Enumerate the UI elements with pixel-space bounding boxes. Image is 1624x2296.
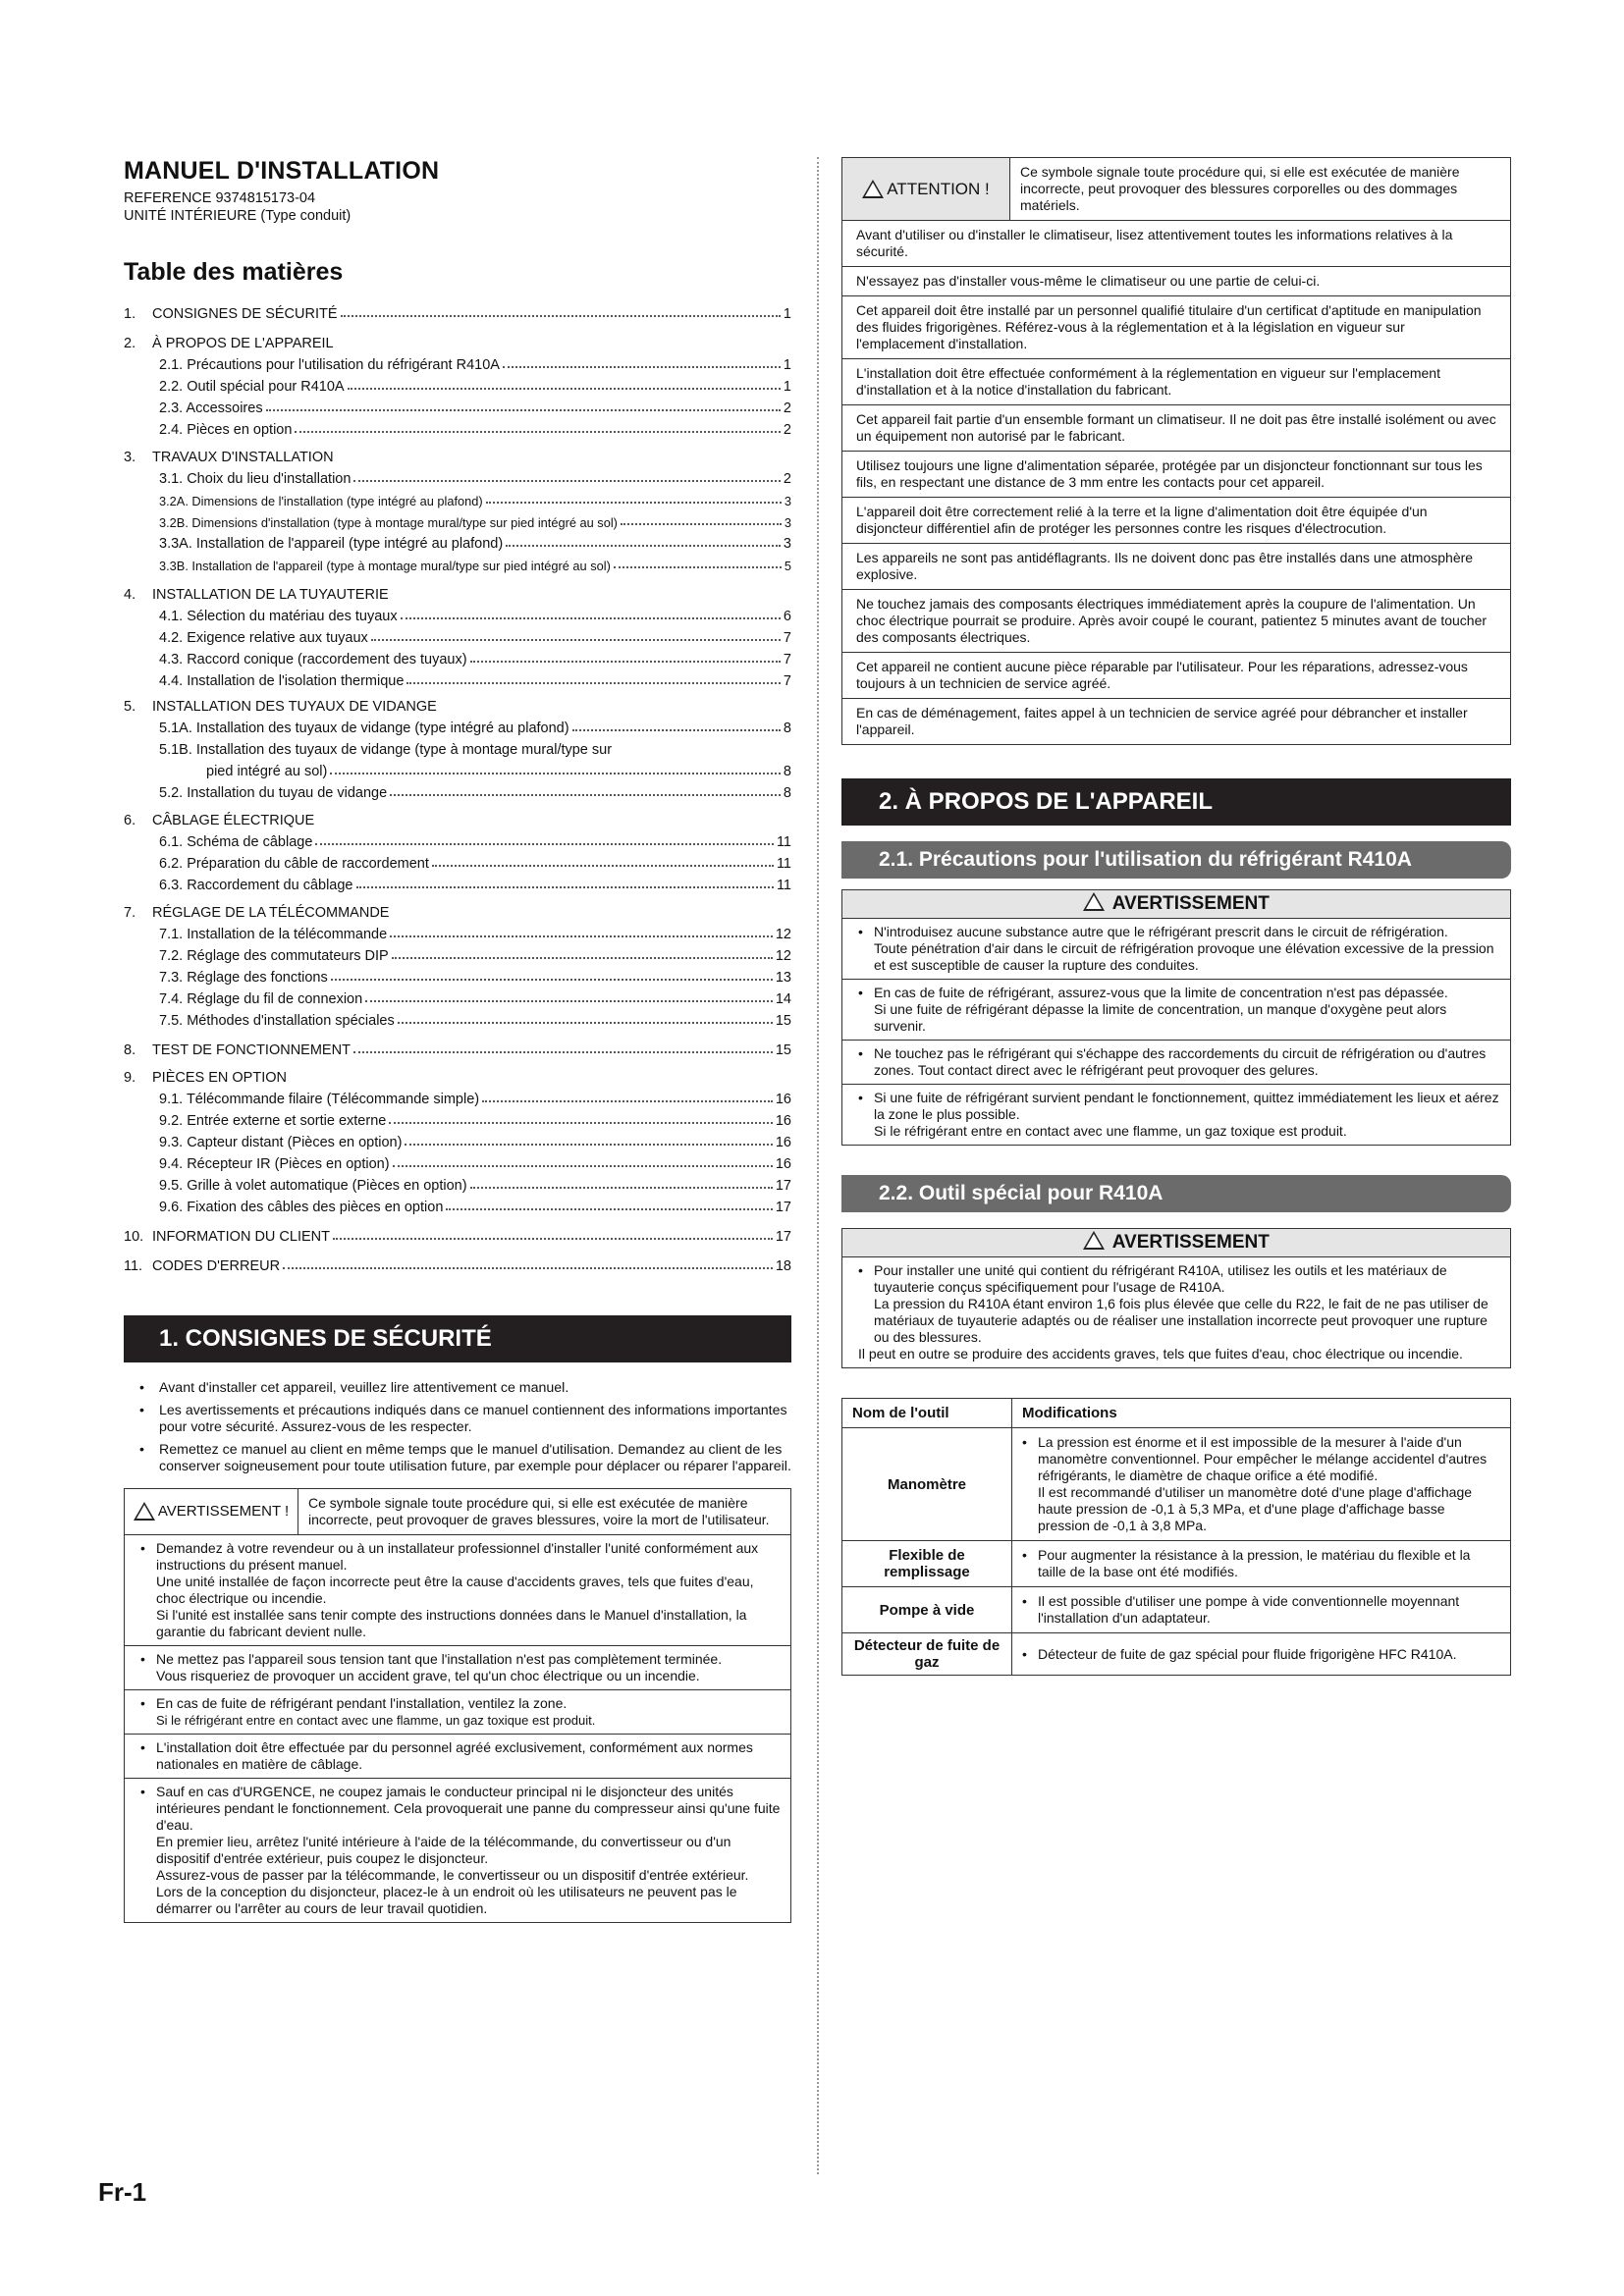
toc-num: 1. <box>124 306 136 322</box>
toc-label: 9.3. Capteur distant (Pièces en option) <box>159 1135 403 1150</box>
toc-section-9[interactable] <box>124 1064 791 1086</box>
toc-page: 16 <box>775 1113 791 1129</box>
toc-item[interactable] <box>124 921 791 942</box>
toc-item[interactable] <box>124 416 791 438</box>
warning-item <box>842 1256 1510 1367</box>
tool-name: Manomètre <box>842 1428 1012 1541</box>
toc-label: CONSIGNES DE SÉCURITÉ <box>152 306 338 322</box>
warning-text: • N'introduisez aucune substance autre que le réfrigérant prescrit dans le circuit de réfrigération. <box>858 924 1500 940</box>
toc-label: TEST DE FONCTIONNEMENT <box>152 1042 351 1058</box>
safety-intro-list <box>124 1380 791 1476</box>
unit-type: UNITÉ INTÉRIEURE (Type conduit) <box>124 208 352 224</box>
toc-label: 4.1. Sélection du matériau des tuyaux <box>159 609 398 624</box>
toc-page: 2 <box>783 400 791 416</box>
toc-section-10[interactable] <box>124 1223 791 1245</box>
toc-label: 4.2. Exigence relative aux tuyaux <box>159 630 368 646</box>
warning-text: Si le réfrigérant entre en contact avec une flamme, un gaz toxique est produit. <box>156 1712 596 1728</box>
toc-num: 10. <box>124 1229 144 1245</box>
toc-page: 15 <box>775 1042 791 1058</box>
toc-num: 9. <box>124 1070 136 1086</box>
modification-text: • Détecteur de fuite de gaz spécial pour fluide frigorigène HFC R410A. <box>1022 1646 1500 1663</box>
toc-item[interactable] <box>124 1129 791 1150</box>
toc-num: 3. <box>124 450 136 465</box>
toc-label: 9.6. Fixation des câbles des pièces en option <box>159 1200 444 1215</box>
tool-modification <box>1012 1587 1511 1633</box>
table-row <box>842 1633 1511 1676</box>
attention-item: L'installation doit être effectuée conformément à la réglementation en vigueur sur l'emplacement d'installation et à la notice d'installation du fabricant. <box>842 358 1510 404</box>
page-number: Fr-1 <box>98 2177 147 2207</box>
subsection-2-1-header: 2.1. Précautions pour l'utilisation du réfrigérant R410A <box>841 841 1511 879</box>
toc-section-4[interactable] <box>124 581 791 603</box>
warning-triangle-icon <box>1083 892 1105 911</box>
tool-modification <box>1012 1428 1511 1541</box>
toc-page: 17 <box>775 1229 791 1245</box>
toc-label: CÂBLAGE ÉLECTRIQUE <box>152 813 315 828</box>
warning-legend <box>125 1489 790 1534</box>
modification-text: • Pour augmenter la résistance à la pression, le matériau du flexible et la taille de la base ont été modifiés. <box>1022 1547 1500 1580</box>
attention-item: Ne touchez jamais des composants électriques immédiatement après la coupure de l'alimentation. Un choc électrique pourrait se produire. Après avoir coupé le courant, patientez 5 minutes avant de toucher des composants électriques. <box>842 589 1510 652</box>
toc-label: 7.1. Installation de la télécommande <box>159 927 388 942</box>
warning-label <box>125 1489 298 1534</box>
toc-item[interactable] <box>124 530 791 552</box>
toc-label: 6.2. Préparation du câble de raccordement <box>159 856 429 872</box>
attention-item: Cet appareil fait partie d'un ensemble formant un climatiseur. Il ne doit pas être installé isolément ou avec un équipement non autorisé par le fabricant. <box>842 404 1510 451</box>
toc-num: 8. <box>124 1042 136 1058</box>
toc-page: 15 <box>775 1013 791 1029</box>
attention-description: Ce symbole signale toute procédure qui, si elle est exécutée de manière incorrecte, peut provoquer des blessures corporelles ou des dommages matériels. <box>1020 164 1460 213</box>
modification-text: • La pression est énorme et il est impossible de la mesurer à l'aide d'un manomètre conventionnel. Pour empêcher le mélange accidentel d'autres réfrigérants, le diamètre de chaque orifice a été modifié. <box>1022 1434 1500 1484</box>
table-row <box>842 1541 1511 1587</box>
attention-label <box>842 158 1010 220</box>
subsection-2-2-header: 2.2. Outil spécial pour R410A <box>841 1175 1511 1212</box>
toc-section-5[interactable] <box>124 693 791 715</box>
toc-section-11[interactable] <box>124 1253 791 1274</box>
toc-label: 9.4. Récepteur IR (Pièces en option) <box>159 1156 390 1172</box>
toc-item[interactable] <box>124 779 791 801</box>
toc-label: 5.1A. Installation des tuyaux de vidange (type intégré au plafond) <box>159 721 569 736</box>
section-1-header: 1. CONSIGNES DE SÉCURITÉ <box>124 1315 791 1362</box>
toc-page: 11 <box>776 878 791 893</box>
toc-section-6[interactable] <box>124 807 791 828</box>
warning-item <box>125 1778 790 1922</box>
toc-label: 3.2A. Dimensions de l'installation (type intégré au plafond) <box>159 494 483 508</box>
warning-text: • Si une fuite de réfrigérant survient pendant le fonctionnement, quittez immédiatement les lieux et aérez la zone le plus possible. <box>858 1090 1500 1123</box>
toc-page: 2 <box>783 422 791 438</box>
tool-warning-box <box>841 1228 1511 1368</box>
toc-label: pied intégré au sol) <box>206 764 328 779</box>
toc-label: 9.2. Entrée externe et sortie externe <box>159 1113 387 1129</box>
toc-label: 3.1. Choix du lieu d'installation <box>159 471 352 487</box>
toc-page: 7 <box>783 652 791 667</box>
toc-page: 3 <box>784 494 791 508</box>
toc-page: 7 <box>783 673 791 689</box>
attention-box <box>841 157 1511 745</box>
toc-item[interactable] <box>124 624 791 646</box>
toc-label: 9.5. Grille à volet automatique (Pièces en option) <box>159 1178 467 1194</box>
warning-item <box>125 1734 790 1778</box>
warning-item <box>125 1645 790 1689</box>
toc-item[interactable] <box>124 736 791 758</box>
toc-section-7[interactable] <box>124 899 791 921</box>
toc-item-continued[interactable] <box>124 758 791 779</box>
avertissement-header <box>842 890 1510 918</box>
modification-text: Il est recommandé d'utiliser un manomètre doté d'une plage d'affichage haute pression de -0,1 à 5,3 MPa, et d'une plage d'affichage basse pression de -0,1 à 3,8 MPa. <box>1038 1484 1473 1533</box>
toc-section-1[interactable] <box>124 300 791 322</box>
toc-item[interactable] <box>124 872 791 893</box>
table-row <box>842 1428 1511 1541</box>
table-of-contents <box>124 300 791 1274</box>
attention-item: En cas de déménagement, faites appel à un technicien de service agréé pour débrancher et installer l'appareil. <box>842 698 1510 744</box>
warning-text: La pression du R410A étant environ 1,6 fois plus élevée que celle du R22, le fait de ne pas utiliser de matériaux de tuyauterie adaptés ou de réaliser une installation incorrecte peut provoquer une rupture ou des blessures. <box>874 1296 1489 1345</box>
attention-item: Les appareils ne sont pas antidéflagrants. Ils ne doivent donc pas être installés dans une atmosphère explosive. <box>842 543 1510 589</box>
avertissement-label: AVERTISSEMENT <box>1111 1232 1270 1253</box>
toc-page: 1 <box>783 379 791 395</box>
toc-page: 2 <box>783 471 791 487</box>
toc-item[interactable] <box>124 986 791 1007</box>
warning-item <box>125 1689 790 1734</box>
toc-label: 7.2. Réglage des commutateurs DIP <box>159 948 389 964</box>
column-header: Nom de l'outil <box>842 1399 1012 1428</box>
warning-text: • En cas de fuite de réfrigérant, assurez-vous que la limite de concentration n'est pas dépassée. <box>858 985 1500 1001</box>
toc-label: 3.3A. Installation de l'appareil (type intégré au plafond) <box>159 536 504 552</box>
warning-triangle-icon <box>134 1502 155 1521</box>
toc-section-2[interactable] <box>124 330 791 351</box>
toc-num: 5. <box>124 699 136 715</box>
toc-label: 7.3. Réglage des fonctions <box>159 970 328 986</box>
toc-page: 13 <box>775 970 791 986</box>
list-item: • Remettez ce manuel au client en même temps que le manuel d'utilisation. Demandez au client de les conserver soigneusement pour toute utilisation future, par exemple pour déplacer ou réparer l'appareil. <box>139 1442 791 1476</box>
toc-page: 11 <box>776 856 791 872</box>
toc-label: 5.2. Installation du tuyau de vidange <box>159 785 388 801</box>
warning-text: Si le réfrigérant entre en contact avec une flamme, un gaz toxique est produit. <box>874 1123 1347 1139</box>
toc-label: CODES D'ERREUR <box>152 1258 281 1274</box>
attention-item: Cet appareil ne contient aucune pièce réparable par l'utilisateur. Pour les réparations, adressez-vous toujours à un technicien de service agréé. <box>842 652 1510 698</box>
toc-item[interactable] <box>124 487 791 508</box>
toc-page: 16 <box>775 1156 791 1172</box>
toc-label: 2.1. Précautions pour l'utilisation du réfrigérant R410A <box>159 357 500 373</box>
toc-label: À PROPOS DE L'APPAREIL <box>152 336 334 351</box>
warning-text: Vous risqueriez de provoquer un accident grave, tel qu'un choc électrique ou un incendie. <box>156 1667 700 1683</box>
toc-label: PIÈCES EN OPTION <box>152 1070 287 1086</box>
toc-label: INSTALLATION DE LA TUYAUTERIE <box>152 587 389 603</box>
toc-page: 8 <box>783 764 791 779</box>
toc-page: 3 <box>784 515 791 530</box>
toc-item[interactable] <box>124 351 791 373</box>
warning-label-text: AVERTISSEMENT ! <box>157 1503 290 1520</box>
toc-label: 6.1. Schéma de câblage <box>159 834 313 850</box>
toc-label: 4.4. Installation de l'isolation thermique <box>159 673 405 689</box>
warning-item <box>842 1040 1510 1084</box>
toc-item[interactable] <box>124 667 791 689</box>
toc-item[interactable] <box>124 715 791 736</box>
table-header-row <box>842 1399 1511 1428</box>
toc-item[interactable] <box>124 603 791 624</box>
warning-box <box>124 1488 791 1923</box>
warning-triangle-icon <box>1083 1231 1105 1250</box>
section-2-header: 2. À PROPOS DE L'APPAREIL <box>841 778 1511 826</box>
toc-label: 3.3B. Installation de l'appareil (type à montage mural/type sur pied intégré au sol) <box>159 559 611 573</box>
toc-item[interactable] <box>124 395 791 416</box>
list-item: • Avant d'installer cet appareil, veuillez lire attentivement ce manuel. <box>139 1380 791 1398</box>
warning-text: Une unité installée de façon incorrecte peut être la cause d'accidents graves, tels que fuites d'eau, choc électrique ou incendie. <box>156 1573 754 1606</box>
tool-name: Flexible de remplissage <box>842 1541 1012 1587</box>
toc-section-3[interactable] <box>124 444 791 465</box>
avertissement-label: AVERTISSEMENT <box>1111 893 1270 914</box>
toc-label: 6.3. Raccordement du câblage <box>159 878 353 893</box>
toc-label: 2.3. Accessoires <box>159 400 263 416</box>
right-column <box>841 157 1511 1676</box>
toc-label: INSTALLATION DES TUYAUX DE VIDANGE <box>152 699 437 715</box>
r410a-warning-box <box>841 889 1511 1146</box>
toc-item[interactable] <box>124 465 791 487</box>
toc-label: 2.2. Outil spécial pour R410A <box>159 379 345 395</box>
toc-page: 7 <box>783 630 791 646</box>
toc-label: 4.3. Raccord conique (raccordement des tuyaux) <box>159 652 467 667</box>
toc-page: 14 <box>775 991 791 1007</box>
toc-section-8[interactable] <box>124 1037 791 1058</box>
toc-item[interactable] <box>124 1150 791 1172</box>
toc-item[interactable] <box>124 850 791 872</box>
toc-page: 16 <box>775 1135 791 1150</box>
warning-text: • L'installation doit être effectuée par du personnel agréé exclusivement, conformément aux normes nationales en matière de câblage. <box>140 1739 781 1773</box>
toc-label: 7.5. Méthodes d'installation spéciales <box>159 1013 395 1029</box>
toc-num: 7. <box>124 905 136 921</box>
reference-number: REFERENCE 9374815173-04 <box>124 190 316 206</box>
warning-text: • En cas de fuite de réfrigérant pendant l'installation, ventilez la zone. <box>140 1695 781 1712</box>
toc-item[interactable] <box>124 964 791 986</box>
toc-label: 2.4. Pièces en option <box>159 422 293 438</box>
toc-num: 2. <box>124 336 136 351</box>
warning-text: Toute pénétration d'air dans le circuit de réfrigération provoque une élévation excessive de la pression et est susceptible de causer la rupture des conduites. <box>874 940 1494 973</box>
toc-item[interactable] <box>124 1107 791 1129</box>
tool-name: Détecteur de fuite de gaz <box>842 1633 1012 1676</box>
tool-modification <box>1012 1633 1511 1676</box>
toc-item[interactable] <box>124 1086 791 1107</box>
toc-item[interactable] <box>124 552 791 573</box>
toc-page: 6 <box>783 609 791 624</box>
attention-item: Cet appareil doit être installé par un personnel qualifié titulaire d'un certificat d'aptitude en manipulation des fluides frigorigènes. Référez-vous à la réglementation et à la législation en vigueur sur l'emplacement d'installation. <box>842 295 1510 358</box>
toc-page: 18 <box>775 1258 791 1274</box>
toc-label: TRAVAUX D'INSTALLATION <box>152 450 334 465</box>
toc-page: 8 <box>783 785 791 801</box>
list-item: • Les avertissements et précautions indiqués dans ce manuel contiennent des informations importantes pour votre sécurité. Assurez-vous de les respecter. <box>139 1403 791 1437</box>
toc-label: INFORMATION DU CLIENT <box>152 1229 330 1245</box>
warning-text: Si l'unité est installée sans tenir compte des instructions données dans le Manuel d'installation, la garantie du fabricant devient nulle. <box>156 1606 747 1639</box>
warning-description: Ce symbole signale toute procédure qui, si elle est exécutée de manière incorrecte, peut provoquer de graves blessures, voire la mort de l'utilisateur. <box>308 1494 770 1527</box>
tool-name: Pompe à vide <box>842 1587 1012 1633</box>
toc-label: 7.4. Réglage du fil de connexion <box>159 991 363 1007</box>
warning-item <box>842 979 1510 1040</box>
warning-text: Assurez-vous de passer par la télécommande, le convertisseur ou un dispositif d'entrée extérieur. <box>156 1866 749 1883</box>
attention-item: Utilisez toujours une ligne d'alimentation séparée, protégée par un disjoncteur fonctionnant sur tous les fils, en respectant une distance de 3 mm entre les contacts pour cet appareil. <box>842 451 1510 497</box>
toc-item[interactable] <box>124 373 791 395</box>
warning-text: • Sauf en cas d'URGENCE, ne coupez jamais le conducteur principal ni le disjoncteur des unités intérieures pendant le fonctionnement. Cela provoquerait une panne du compresseur ainsi qu'une fuite d'eau. <box>140 1784 781 1834</box>
warning-text: Si une fuite de réfrigérant dépasse la limite de concentration, un manque d'oxygène peut alors survenir. <box>874 1001 1447 1034</box>
warning-text: • Ne touchez pas le réfrigérant qui s'échappe des raccordements du circuit de réfrigération ou d'autres zones. Tout contact direct avec le réfrigérant peut provoquer des gelures. <box>858 1045 1500 1079</box>
toc-item[interactable] <box>124 508 791 530</box>
toc-label: 5.1B. Installation des tuyaux de vidange (type à montage mural/type sur <box>159 742 613 758</box>
warning-text: • Ne mettez pas l'appareil sous tension tant que l'installation n'est pas complètement terminée. <box>140 1651 781 1668</box>
toc-label: 3.2B. Dimensions d'installation (type à montage mural/type sur pied intégré au sol) <box>159 515 618 530</box>
modification-text: • Il est possible d'utiliser une pompe à vide conventionnelle moyennant l'installation d'un adaptateur. <box>1022 1593 1500 1627</box>
left-column <box>124 157 791 1923</box>
warning-text: Lors de la conception du disjoncteur, placez-le à un endroit où les utilisateurs ne peuvent pas le démarrer ou l'arrêter au cours de leur travail quotidien. <box>156 1883 737 1916</box>
warning-text: • Demandez à votre revendeur ou à un installateur professionnel d'installer l'unité conformément aux instructions du présent manuel. <box>140 1540 781 1574</box>
manual-title: MANUEL D'INSTALLATION <box>124 157 440 185</box>
toc-page: 3 <box>783 536 791 552</box>
attention-legend <box>842 158 1510 220</box>
table-row <box>842 1587 1511 1633</box>
warning-item <box>125 1534 790 1645</box>
special-tools-table <box>841 1398 1511 1676</box>
toc-item[interactable] <box>124 646 791 667</box>
toc-num: 4. <box>124 587 136 603</box>
toc-item[interactable] <box>124 1172 791 1194</box>
toc-page: 1 <box>783 357 791 373</box>
toc-title: Table des matières <box>124 258 344 286</box>
column-divider <box>817 157 819 2174</box>
column-header: Modifications <box>1012 1399 1511 1428</box>
toc-item[interactable] <box>124 1194 791 1215</box>
toc-page: 16 <box>775 1092 791 1107</box>
toc-item[interactable] <box>124 942 791 964</box>
toc-item[interactable] <box>124 1007 791 1029</box>
toc-page: 1 <box>783 306 791 322</box>
toc-num: 6. <box>124 813 136 828</box>
warning-text: Il peut en outre se produire des accidents graves, tels que fuites d'eau, choc électrique ou incendie. <box>858 1346 1463 1362</box>
warning-text: En premier lieu, arrêtez l'unité intérieure à l'aide de la télécommande, du convertisseur ou d'un dispositif d'entrée extérieur, puis coupez le disjoncteur. <box>156 1833 731 1866</box>
warning-item <box>842 1084 1510 1145</box>
attention-item: Avant d'utiliser ou d'installer le climatiseur, lisez attentivement toutes les informations relatives à la sécurité. <box>842 220 1510 266</box>
toc-page: 12 <box>775 927 791 942</box>
toc-page: 8 <box>783 721 791 736</box>
toc-page: 5 <box>784 559 791 573</box>
toc-label: RÉGLAGE DE LA TÉLÉCOMMANDE <box>152 905 390 921</box>
attention-item: N'essayez pas d'installer vous-même le climatiseur ou une partie de celui-ci. <box>842 266 1510 295</box>
toc-num: 11. <box>124 1258 143 1274</box>
toc-page: 17 <box>775 1178 791 1194</box>
toc-label: 9.1. Télécommande filaire (Télécommande simple) <box>159 1092 480 1107</box>
attention-label-text: ATTENTION ! <box>887 180 990 198</box>
warning-item <box>842 918 1510 979</box>
warning-triangle-icon <box>862 180 884 198</box>
attention-item: L'appareil doit être correctement relié à la terre et la ligne d'alimentation doit être équipée d'un disjoncteur différentiel afin de protéger les personnes contre les risques d'électrocution. <box>842 497 1510 543</box>
toc-item[interactable] <box>124 828 791 850</box>
toc-page: 12 <box>775 948 791 964</box>
tool-modification <box>1012 1541 1511 1587</box>
warning-text: • Pour installer une unité qui contient du réfrigérant R410A, utilisez les outils et les matériaux de tuyauterie conçus spécifiquement pour l'usage de R410A. <box>858 1262 1500 1296</box>
toc-page: 11 <box>776 834 791 850</box>
toc-page: 17 <box>775 1200 791 1215</box>
avertissement-header <box>842 1229 1510 1256</box>
